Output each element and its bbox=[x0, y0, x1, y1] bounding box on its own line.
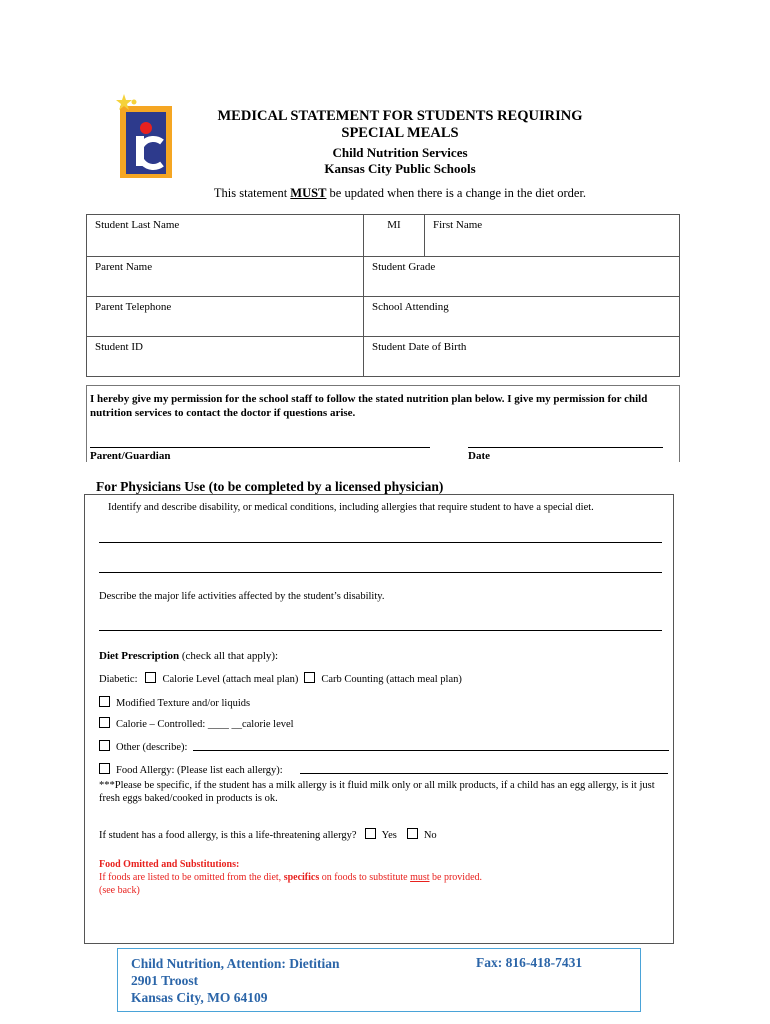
modified-texture-row: Modified Texture and/or liquids bbox=[99, 696, 250, 709]
date-label: Date bbox=[468, 450, 490, 462]
food-allergy-line[interactable] bbox=[300, 773, 668, 774]
describe-line[interactable] bbox=[99, 630, 662, 631]
specific-note: ***Please be specific, if the student has a milk allergy is it fluid milk only or all milk products, if a child has an egg allergy, is it just fresh eggs baked/cooked in products is ok. bbox=[99, 780, 655, 804]
calorie-controlled-checkbox[interactable] bbox=[99, 717, 110, 728]
school-attending-field[interactable]: School Attending bbox=[364, 297, 680, 337]
carb-counting-checkbox[interactable] bbox=[304, 672, 315, 683]
physician-section-title: For Physicians Use (to be completed by a licensed physician) bbox=[96, 479, 444, 494]
no-checkbox[interactable] bbox=[407, 828, 418, 839]
student-id-field[interactable]: Student ID bbox=[87, 337, 364, 377]
other-row: Other (describe): bbox=[99, 740, 187, 753]
identify-prompt: Identify and describe disability, or medical conditions, including allergies that require student to have a special diet. bbox=[108, 502, 594, 513]
food-omitted-title: Food Omitted and Substitutions: bbox=[99, 859, 240, 870]
parent-signature-line[interactable] bbox=[90, 447, 430, 448]
describe-prompt: Describe the major life activities affected by the student’s disability. bbox=[99, 591, 385, 602]
calorie-level-checkbox[interactable] bbox=[145, 672, 156, 683]
fax-number: Fax: 816-418-7431 bbox=[476, 955, 583, 970]
parent-guardian-label: Parent/Guardian bbox=[90, 450, 171, 462]
contact-box bbox=[117, 948, 641, 1012]
calorie-controlled-row: Calorie – Controlled: ____ __calorie level bbox=[99, 717, 294, 730]
other-line[interactable] bbox=[193, 750, 669, 751]
contact-address: Child Nutrition, Attention: Dietitian 2901 Troost Kansas City, MO 64109 bbox=[131, 956, 340, 1005]
student-dob-field[interactable]: Student Date of Birth bbox=[364, 337, 680, 377]
diet-prescription-heading: Diet Prescription (check all that apply): bbox=[99, 650, 279, 662]
update-statement: This statement MUST be updated when there is a change in the diet order. bbox=[213, 186, 587, 200]
identify-line-1[interactable] bbox=[99, 542, 662, 543]
other-checkbox[interactable] bbox=[99, 740, 110, 751]
student-last-name-field[interactable]: Student Last Name bbox=[87, 215, 364, 257]
organization-name: Child Nutrition Services Kansas City Public Schools bbox=[324, 145, 476, 176]
food-allergy-row: Food Allergy: (Please list each allergy): bbox=[99, 763, 283, 776]
first-name-field[interactable]: First Name bbox=[425, 215, 680, 257]
identify-line-2[interactable] bbox=[99, 572, 662, 573]
mi-field[interactable]: MI bbox=[364, 215, 425, 257]
student-grade-field[interactable]: Student Grade bbox=[364, 257, 680, 297]
food-omitted-text: If foods are listed to be omitted from the diet, specifics on foods to substitute must be provided. bbox=[99, 872, 483, 883]
see-back-note: (see back) bbox=[99, 885, 140, 896]
modified-texture-checkbox[interactable] bbox=[99, 696, 110, 707]
permission-text: I hereby give my permission for the school staff to follow the stated nutrition plan below. I give my permission for child nutrition services to contact the doctor if questions arise. bbox=[90, 393, 648, 419]
yes-checkbox[interactable] bbox=[365, 828, 376, 839]
document-title: MEDICAL STATEMENT FOR STUDENTS REQUIRING SPECIAL MEALS bbox=[217, 108, 583, 141]
parent-name-field[interactable]: Parent Name bbox=[87, 257, 364, 297]
parent-telephone-field[interactable]: Parent Telephone bbox=[87, 297, 364, 337]
date-signature-line[interactable] bbox=[468, 447, 663, 448]
diabetic-row: Diabetic: Calorie Level (attach meal plan) Carb Counting (attach meal plan) bbox=[99, 674, 462, 685]
life-threatening-row: If student has a food allergy, is this a life-threatening allergy? Yes No bbox=[99, 830, 437, 841]
student-info-table bbox=[86, 214, 680, 377]
food-allergy-checkbox[interactable] bbox=[99, 763, 110, 774]
